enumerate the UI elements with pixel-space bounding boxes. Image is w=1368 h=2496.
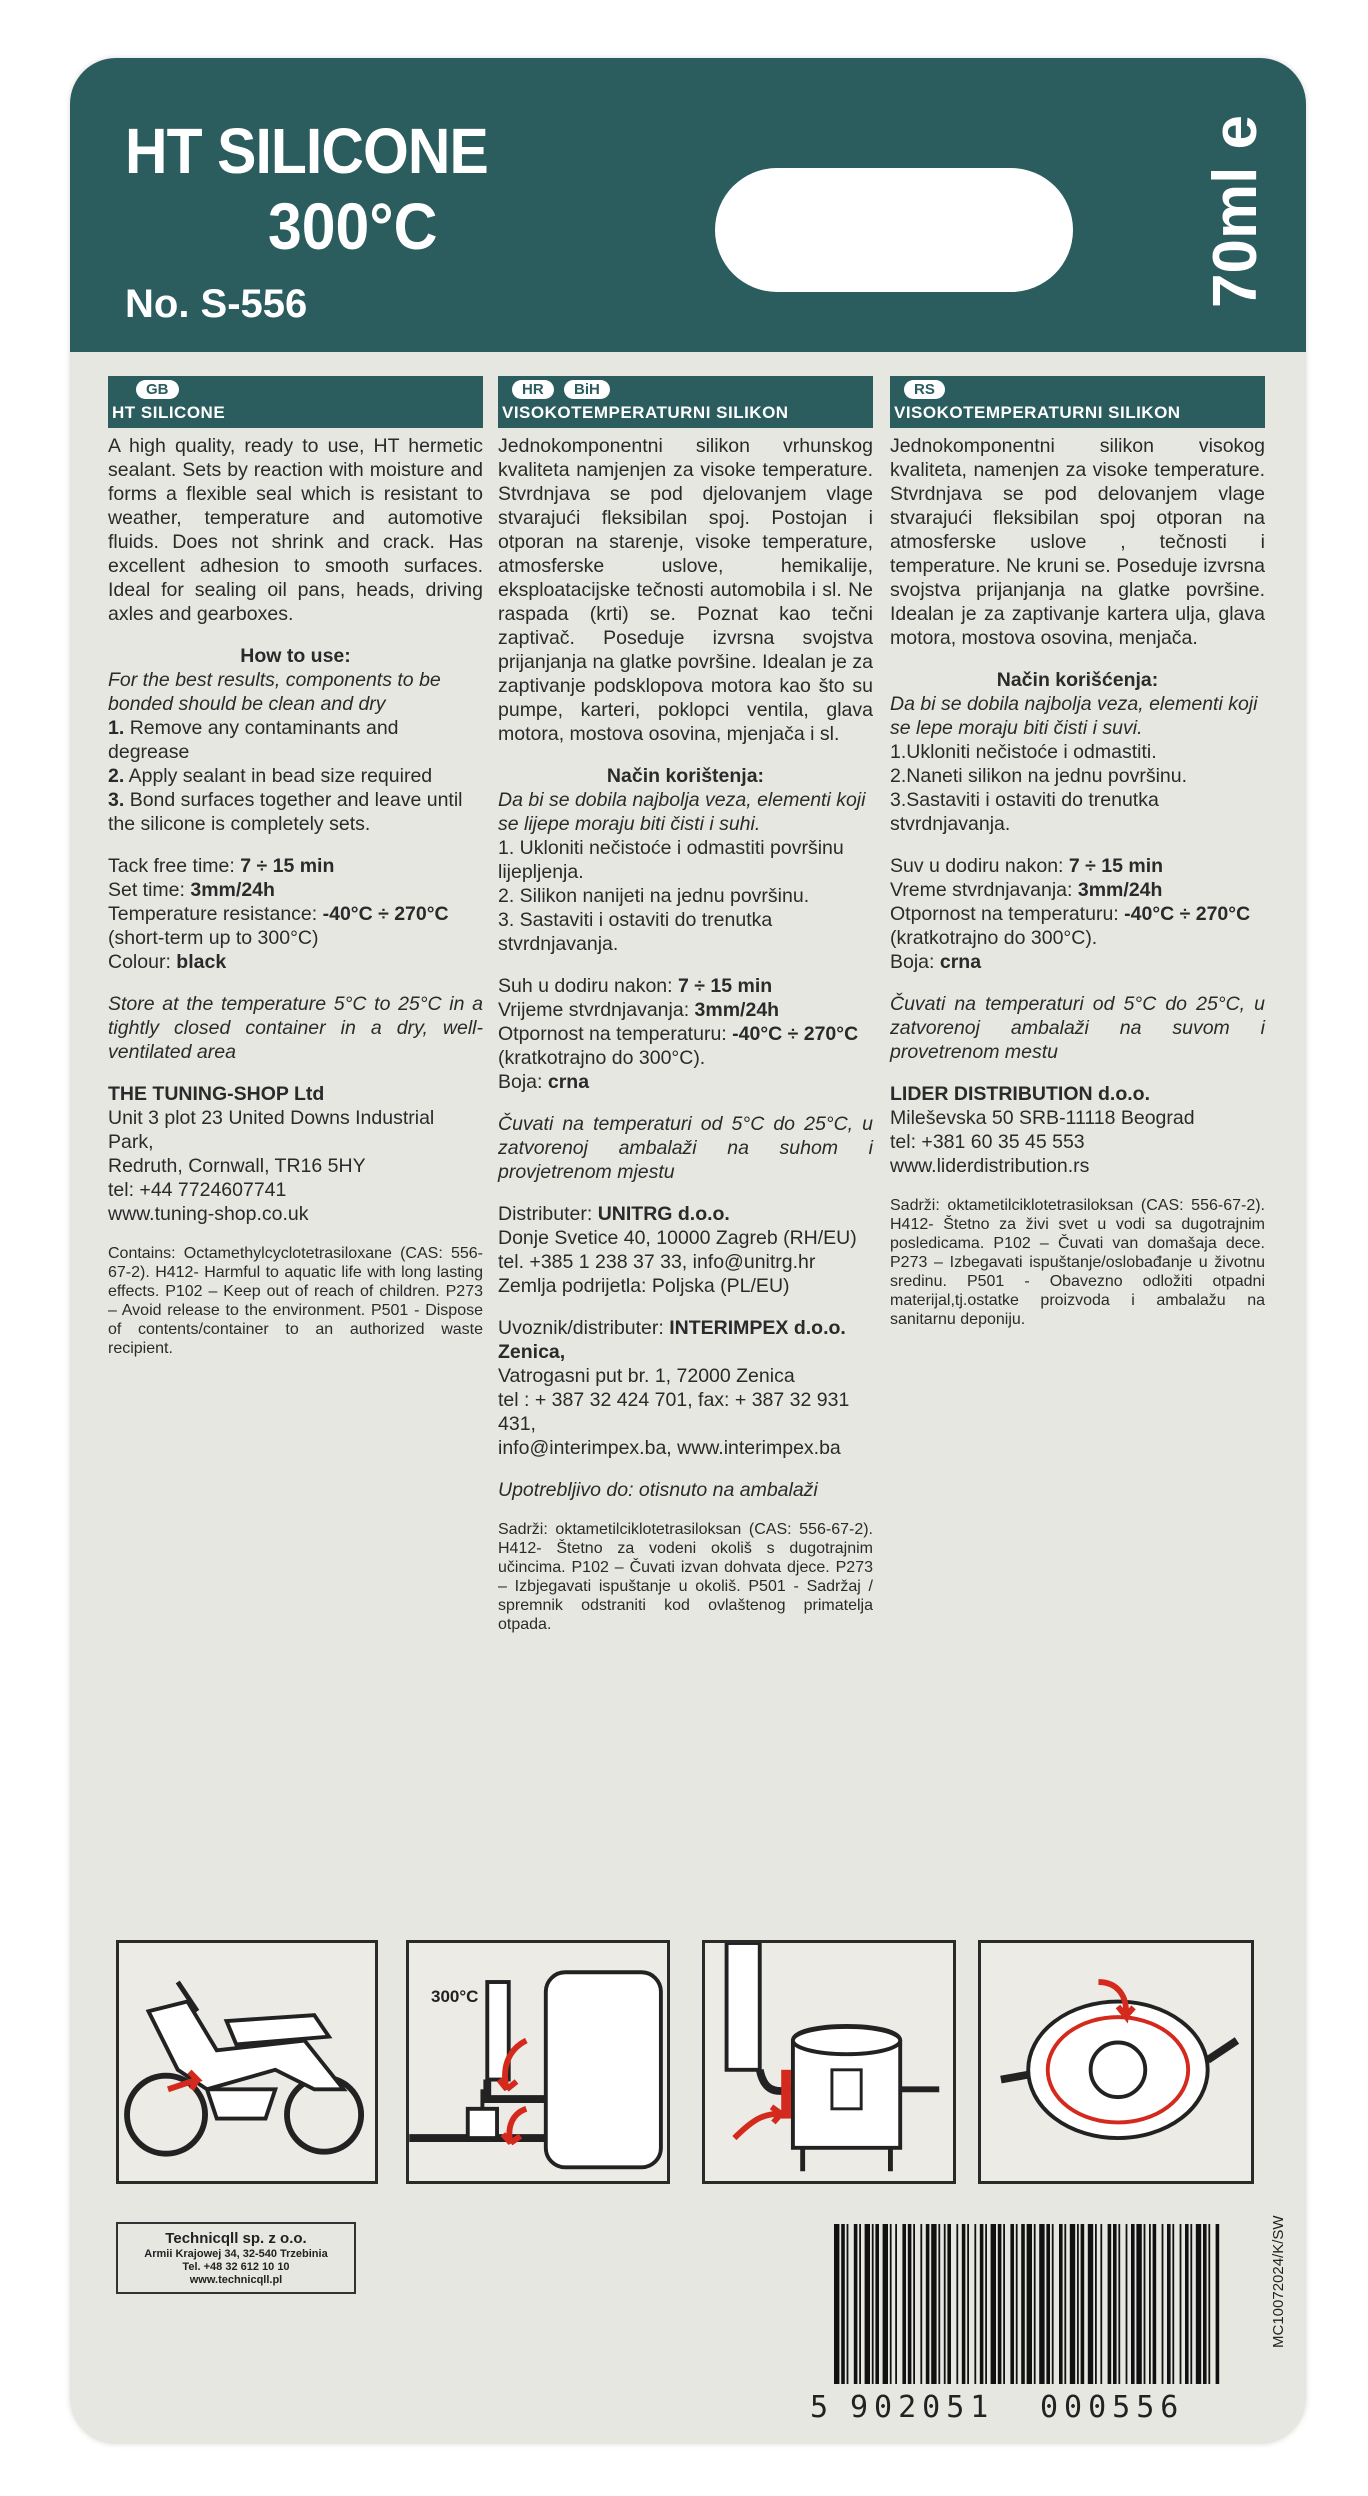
importer-tel-hr: tel : + 387 32 424 701, fax: + 387 32 931 431, [498,1389,850,1435]
header-band [70,58,1306,352]
lang-chip-gb: GB [136,380,179,399]
barcode-bar [1113,2224,1117,2384]
motorcycle-icon [119,1943,375,2181]
barcode-bar [1088,2224,1093,2384]
step-1-gb: 1. Remove any contaminants and degrease [108,717,399,763]
tel-gb: tel: +44 7724607741 [108,1179,287,1201]
barcode-bar [1126,2224,1128,2384]
colour-gb: Colour: black [108,951,227,973]
batch-code: MC10072024/K/SW [1270,2215,1287,2348]
barcode-bar [872,2224,874,2384]
column-rs [890,376,1265,1329]
temp-note-gb: (short-term up to 300°C) [108,927,319,949]
step-3-gb: 3. Bond surfaces together and leave until the silicone is completely sets. [108,789,463,835]
barcode-bar [883,2224,888,2384]
barcode-bar [1077,2224,1079,2384]
importer-tel: Tel. +48 32 612 10 10 [182,2261,290,2273]
importer-web: www.technicqll.pl [189,2274,283,2286]
barcode-bar [1131,2224,1135,2384]
barcode-bar [1172,2224,1174,2384]
set-time-hr: Vrijeme stvrdnjavanja: 3mm/24h [498,999,780,1021]
boiler-icon [409,1943,667,2181]
barcode-bar [1203,2224,1207,2384]
address-rs: Mileševska 50 SRB-11118 Beograd [890,1107,1195,1129]
barcode-bar [1118,2224,1120,2384]
barcode-bar [926,2224,930,2384]
pictogram-heater [702,1940,956,2184]
barcode-bar [947,2224,951,2384]
lang-chip-bih: BiH [564,380,610,399]
description-rs: Jednokomponentni silikon visokog kvaliteta, namenjen za visoke temperature. Stvrdnjava se pod delovanjem vlage stvarajući fleksibilan spoj otporan na atmosferske uslove , tečnosti i temperature. Ne kruni se. Poseduje izvrsna svojstva prijanjanja na glatke površine. Idealan je za zaptivanje kartera ulja, glava motora, mostova osovina, menjača. [890,435,1265,649]
description-gb: A high quality, ready to use, HT hermetic sealant. Sets by reaction with moisture and forms a flexible seal which is resistant to weather, temperature and automotive fluids. Does not shrink and crack. Has excellent adhesion to smooth surfaces. Ideal for sealing oil pans, heads, driving axles and gearboxes. [108,435,483,625]
importer-box [116,2222,356,2294]
barcode-bar [834,2224,839,2384]
barcode-bar [931,2224,936,2384]
column-hr [498,376,873,1634]
step-3-hr: 3. Sastaviti i ostaviti do trenutka stvrdnjavanja. [498,909,773,955]
barcode-bar [1052,2224,1054,2384]
product-number: No. S-556 [125,282,308,326]
step-1-hr: 1. Ukloniti nečistoće i odmastiti površinu lijepljenja. [498,837,844,883]
company-rs: LIDER DISTRIBUTION d.o.o. [890,1083,1150,1105]
lang-chip-rs: RS [904,380,945,399]
barcode-bar [1034,2224,1036,2384]
importer-hr: Uvoznik/distributer: INTERIMPEX d.o.o. Zenica, [498,1317,846,1363]
barcode-bar [1149,2224,1151,2384]
importer-web-hr: info@interimpex.ba, www.interimpex.ba [498,1437,841,1459]
howto-title-rs: Način korišćenja: [996,669,1159,691]
contains-rs: Sadrži: oktametilciklotetrasiloksan (CAS: 556-67-2). H412- Štetno za živi svet u vodi sa dugotrajnim posledicama. P102 – Čuvati van domašaja dece. P273 – Izbegavati ispuštanje/oslobađanje u životnu sredinu. P501 - Obavezno odložiti otpadni materijal,tj.ostatke proizvoda i ambalažu na sanitarnu deponiju. [890,1197,1265,1328]
gearbox-icon [981,1943,1251,2181]
pictogram-motorcycle [116,1940,378,2184]
lang-chip-hr: HR [512,380,554,399]
pictogram-temp-label: 300°C [431,1987,479,2006]
column-gb [108,376,483,1358]
band-label-gb: HT SILICONE [112,403,226,422]
contains-hr: Sadrži: oktametilciklotetrasiloksan (CAS: 556-67-2). H412- Štetno za vodeni okoliš s dugotrajnim učincima. P102 – Čuvati izvan dohvata djece. P273 – Izbjegavati ispuštanje u okoliš. P501 - Sadržaj / spremnik odstraniti kod ovlaštenog primatelja otpada. [498,1521,873,1633]
barcode-bar [1216,2224,1220,2384]
step-2-rs: 2.Naneti silikon na jednu površinu. [890,765,1188,787]
howto-title-gb: How to use: [240,645,351,667]
barcode-bar [1010,2224,1014,2384]
tack-free-hr: Suh u dodiru nakon: 7 ÷ 15 min [498,975,773,997]
barcode-bar [854,2224,858,2384]
barcode-bar [1100,2224,1102,2384]
barcode-bar [1185,2224,1189,2384]
barcode-bar [1167,2224,1171,2384]
set-time-gb: Set time: 3mm/24h [108,879,275,901]
distributor-hr: Distributer: UNITRG d.o.o. [498,1203,730,1225]
barcode-bar [1070,2224,1075,2384]
howto-intro-hr: Da bi se dobila najbolja veza, elementi koji se lijepe moraju biti čisti i suhi. [498,789,866,835]
temp-resistance-rs: Otpornost na temperaturu: -40°C ÷ 270°C [890,903,1251,925]
barcode-digits-left: 902051 [850,2390,995,2425]
address1-gb: Unit 3 plot 23 United Downs Industrial Park, [108,1107,435,1153]
barcode-bar [902,2224,906,2384]
distributor-address-hr: Donje Svetice 40, 10000 Zagreb (RH/EU) [498,1227,857,1249]
barcode-bar [875,2224,879,2384]
contains-gb: Contains: Octamethylcyclotetrasiloxane (CAS: 556-67-2). H412- Harmful to aquatic life with long lasting effects. P102 – Keep out of reach of children. P273 – Avoid release to the environment. P501 - Dispose of contents/container to an authorized waste recipient. [108,1245,483,1357]
step-2-hr: 2. Silikon nanijeti na jednu površinu. [498,885,810,907]
section-band-gb [108,376,483,428]
barcode-bar [1136,2224,1141,2384]
web-gb: www.tuning-shop.co.uk [108,1203,309,1225]
band-label-hr: VISOKOTEMPERATURNI SILIKON [502,403,789,422]
storage-hr: Čuvati na temperaturi od 5°C do 25°C, u zatvorenoj ambalaži na suhom i provjetrenom mjestu [498,1113,873,1183]
barcode-bar [998,2224,1002,2384]
barcode-bar [1059,2224,1063,2384]
barcode-bar [944,2224,946,2384]
use-by-hr: Upotrebljivo do: otisnuto na ambalaži [498,1479,818,1501]
barcode-bar [974,2224,976,2384]
howto-intro-rs: Da bi se dobila najbolja veza, elementi koji se lepe moraju biti čisti i suvi. [890,693,1258,739]
barcode-bar [1046,2224,1050,2384]
band-label-rs: VISOKOTEMPERATURNI SILIKON [894,403,1181,422]
storage-rs: Čuvati na temperaturi od 5°C do 25°C, u zatvorenoj ambalaži na suvom i provetrenom mestu [890,993,1265,1063]
barcode-bar [1180,2224,1182,2384]
tack-free-rs: Suv u dodiru nakon: 7 ÷ 15 min [890,855,1164,877]
barcode-digits-right: 000556 [1040,2390,1185,2425]
tel-rs: tel: +381 60 35 45 553 [890,1131,1085,1153]
pictogram-boiler [406,1940,670,2184]
address2-gb: Redruth, Cornwall, TR16 5HY [108,1155,366,1177]
barcode-bar [865,2224,870,2384]
step-1-rs: 1.Ukloniti nečistoće i odmastiti. [890,741,1157,763]
barcode-bar [913,2224,915,2384]
barcode-bar [1081,2224,1085,2384]
section-band-rs [890,376,1265,428]
temp-note-hr: (kratkotrajno do 300°C). [498,1047,706,1069]
barcode [810,2224,1230,2424]
barcode-bar [859,2224,861,2384]
hang-hole [715,168,1073,292]
heater-icon [705,1943,953,2181]
importer-address: Armii Krajowej 34, 32-540 Trzebinia [144,2248,328,2260]
barcode-bar [980,2224,984,2384]
barcode-bar [1003,2224,1005,2384]
barcode-bar [1196,2224,1201,2384]
colour-hr: Boja: crna [498,1071,590,1093]
section-band-hr [498,376,873,428]
barcode-bar [1208,2224,1210,2384]
product-title: HT SILICONE [125,115,488,187]
barcode-bar [938,2224,940,2384]
barcode-bar [1021,2224,1025,2384]
temp-note-rs: (kratkotrajno do 300°C). [890,927,1098,949]
temp-resistance-hr: Otpornost na temperaturu: -40°C ÷ 270°C [498,1023,859,1045]
barcode-bar [908,2224,912,2384]
barcode-bar [890,2224,892,2384]
temp-resistance-gb: Temperature resistance: -40°C ÷ 270°C [108,903,449,925]
barcode-bar [967,2224,969,2384]
barcode-bar [1039,2224,1044,2384]
barcode-bar [1064,2224,1066,2384]
set-time-rs: Vreme stvrdnjavanja: 3mm/24h [890,879,1163,901]
origin-hr: Zemlja podrijetla: Poljska (PL/EU) [498,1275,790,1297]
storage-gb: Store at the temperature 5°C to 25°C in a tightly closed container in a dry, well-ventilated area [108,993,483,1063]
importer-address-hr: Vatrogasni put br. 1, 72000 Zenica [498,1365,795,1387]
tack-free-gb: Tack free time: 7 ÷ 15 min [108,855,335,877]
howto-title-hr: Način korištenja: [606,765,765,787]
barcode-bar [1144,2224,1146,2384]
pictogram-gearbox [978,1940,1254,2184]
barcode-bar [1153,2224,1157,2384]
distributor-tel-hr: tel. +385 1 238 37 33, info@unitrg.hr [498,1251,816,1273]
barcode-bar [1095,2224,1097,2384]
barcode-bar [1016,2224,1018,2384]
company-gb: THE TUNING-SHOP Ltd [108,1083,325,1105]
barcode-bar [962,2224,966,2384]
description-hr: Jednokomponentni silikon vrhunskog kvaliteta namjenjen za visoke temperature. Stvrdnjava se pod djelovanjem vlage stvarajući fleksibilan spoj. Postojan i otporan na starenje, visoke temperature, atmosferske uslove, hemikalije, eksploatacijske tečnosti automobila i sl. Ne raspada (krti) se. Poznat kao tečni zaptivač. Poseduje izvrsna svojstva prijanjanja na glatke površine. Idealan je za zaptivanje podsklopova motora kao što su pumpe, karteri, poklopci ventila, glava motora, mostova osovina, mjenjača i sl. [498,435,873,745]
barcode-bar [841,2224,845,2384]
barcode-digit-first: 5 [810,2390,829,2425]
product-temperature: 300°C [268,189,438,263]
barcode-bar [1027,2224,1032,2384]
volume-label: 70ml e [1201,114,1270,308]
barcode-bar [956,2224,958,2384]
howto-intro-gb: For the best results, components to be bonded should be clean and dry [108,669,441,715]
colour-rs: Boja: crna [890,951,982,973]
barcode-bar [1162,2224,1164,2384]
barcode-bar [895,2224,897,2384]
barcode-bar [847,2224,849,2384]
barcode-bar [1108,2224,1112,2384]
barcode-bar [920,2224,922,2384]
step-2-gb: 2. Apply sealant in bead size required [108,765,433,787]
step-3-rs: 3.Sastaviti i ostaviti do trenutka stvrdnjavanja. [890,789,1159,835]
web-rs: www.liderdistribution.rs [890,1155,1090,1177]
importer-name: Technicqll sp. z o.o. [165,2230,307,2247]
barcode-bar [1190,2224,1192,2384]
barcode-bar [991,2224,996,2384]
barcode-bar [985,2224,987,2384]
product-card [70,58,1306,2444]
